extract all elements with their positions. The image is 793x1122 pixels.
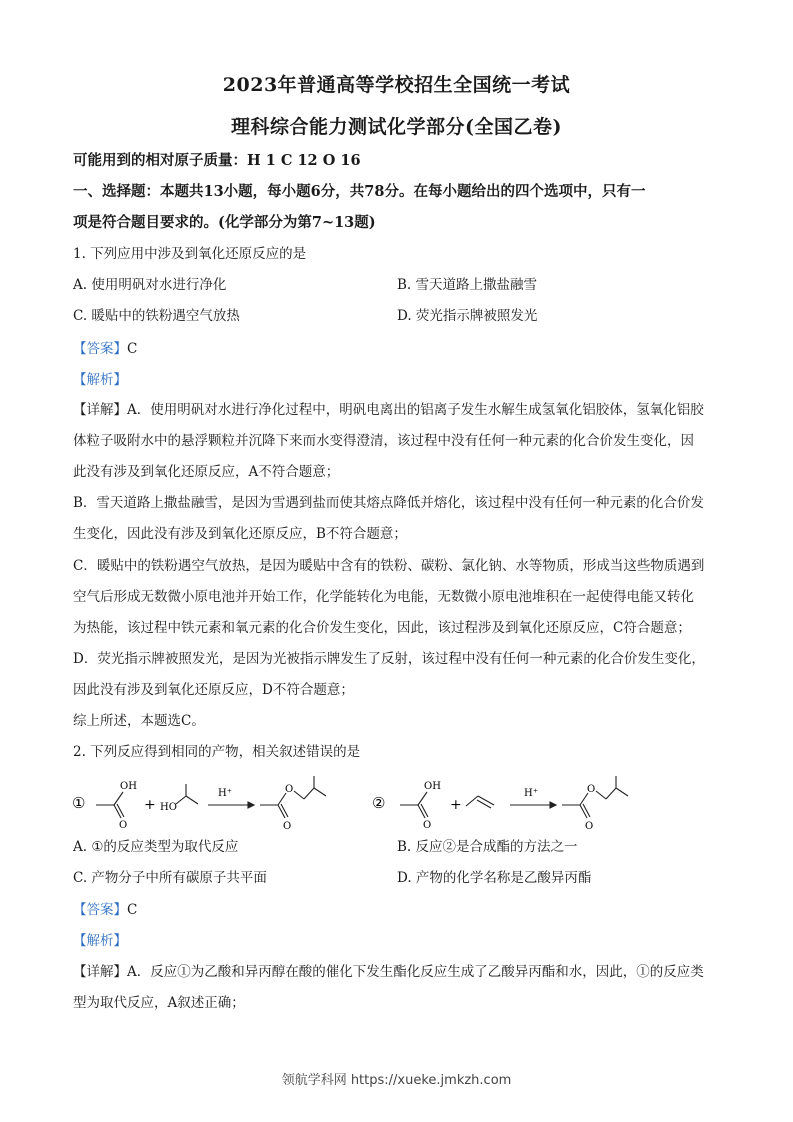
q1-detail-line: 为热能，该过程中铁元素和氧元素的化合价发生变化，因此，该过程涉及到氧化还原反应，C符合题意； — [73, 620, 691, 636]
exam-subtitle: 理科综合能力测试化学部分(全国乙卷) — [231, 116, 562, 138]
q1-detail-line: 【详解】A．使用明矾对水进行净化过程中，明矾电离出的铝离子发生水解生成氢氧化铝胶体，氢氧化铝胶 — [73, 402, 704, 418]
plus-sign: + — [450, 797, 462, 813]
answer-value: C — [127, 341, 138, 357]
q1-option-b: B. 雪天道路上撒盐融雪 — [397, 277, 538, 293]
reaction-arrow — [208, 802, 254, 808]
isopropanol-ho-label: HO — [160, 802, 177, 813]
catalyst-label: H⁺ — [524, 788, 538, 799]
q2-detail-line: 型为取代反应，A叙述正确； — [73, 995, 245, 1011]
q1-analysis-tag: 【解析】 — [73, 372, 127, 388]
reaction-label: ② — [372, 794, 386, 812]
acetic-acid-structure — [96, 792, 124, 818]
answer-value: C — [127, 902, 138, 918]
hydroxyl-label: OH — [120, 781, 137, 792]
ester-carbonyl-label: O — [585, 821, 594, 832]
q2-detail-line: 【详解】A．反应①为乙酸和异丙醇在酸的催化下发生酯化反应生成了乙酸异丙酯和水，因此，①的反应类 — [73, 964, 704, 980]
reaction-1-scheme — [70, 772, 370, 834]
atomic-masses: 可能用到的相对原子质量：H 1 C 12 O 16 — [73, 152, 361, 169]
q1-detail-line: D．荧光指示牌被照发光，是因为光被指示牌发生了反射，该过程中没有任何一种元素的化合价发生变化， — [73, 651, 705, 667]
q1-answer — [73, 339, 723, 359]
carbonyl-oxygen-label: O — [119, 820, 128, 831]
q1-detail-line: B．雪天道路上撒盐融雪，是因为雪遇到盐而使其熔点降低并熔化，该过程中没有任何一种元素的化合价发 — [73, 495, 704, 511]
q2-answer — [73, 900, 723, 920]
answer-tag: 【答案】 — [73, 341, 127, 357]
q1-option-c: C. 暖贴中的铁粉遇空气放热 — [73, 308, 240, 324]
q1-detail-line: 生变化，因此没有涉及到氧化还原反应，B不符合题意； — [73, 526, 407, 542]
reaction-label: ① — [72, 794, 86, 812]
isopropanol-structure — [176, 784, 198, 804]
ester-product-structure — [260, 776, 326, 818]
q1-option-a: A. 使用明矾对水进行净化 — [73, 277, 227, 293]
q1-conclusion: 综上所述，本题选C。 — [73, 713, 205, 729]
ester-oxygen-label: O — [285, 784, 294, 795]
reaction-2-scheme — [370, 772, 670, 834]
answer-tag: 【答案】 — [73, 902, 127, 918]
exam-title: 2023年普通高等学校招生全国统一考试 — [222, 74, 571, 96]
reaction-1-svg — [70, 772, 370, 834]
reaction-arrow — [510, 802, 556, 808]
q1-stem: 1. 下列应用中涉及到氧化还原反应的是 — [73, 246, 307, 262]
section-heading-line1: 一、选择题：本题共13小题，每小题6分，共78分。在每小题给出的四个选项中，只有一 — [73, 183, 646, 200]
q1-detail-line: 因此没有涉及到氧化还原反应，D不符合题意； — [73, 682, 354, 698]
q2-stem: 2. 下列反应得到相同的产物，相关叙述错误的是 — [73, 744, 361, 760]
q1-detail-line: 此没有涉及到氧化还原反应，A不符合题意； — [73, 464, 340, 480]
reaction-2-svg — [370, 772, 670, 834]
q2-option-b: B. 反应②是合成酯的方法之一 — [397, 839, 578, 855]
q1-detail-line: C．暖贴中的铁粉遇空气放热，是因为暖贴中含有的铁粉、碳粉、氯化钠、水等物质，形成当这些物质遇到 — [73, 558, 705, 574]
ester-product-structure — [562, 776, 628, 818]
ester-carbonyl-label: O — [283, 821, 292, 832]
propene-structure — [466, 796, 494, 808]
section-heading-line2: 项是符合题目要求的。(化学部分为第7~13题) — [73, 214, 376, 231]
q2-option-d: D. 产物的化学名称是乙酸异丙酯 — [397, 870, 592, 886]
q1-detail-line: 体粒子吸附水中的悬浮颗粒并沉降下来而水变得澄清，该过程中没有任何一种元素的化合价发生变化，因 — [73, 433, 694, 449]
q1-detail-line: 空气后形成无数微小原电池并开始工作，化学能转化为电能，无数微小原电池堆积在一起使得电能又转化 — [73, 589, 694, 605]
hydroxyl-label: OH — [424, 781, 441, 792]
acetic-acid-structure — [400, 792, 428, 818]
q2-option-c: C. 产物分子中所有碳原子共平面 — [73, 870, 267, 886]
q1-option-d: D. 荧光指示牌被照发光 — [397, 308, 538, 324]
carbonyl-oxygen-label: O — [423, 820, 432, 831]
q2-analysis-tag: 【解析】 — [73, 933, 127, 949]
ester-oxygen-label: O — [587, 784, 596, 795]
plus-sign: + — [144, 797, 156, 813]
site-footer-watermark: 领航学科网 https://xueke.jmkzh.com — [281, 1073, 512, 1088]
q2-option-a: A. ①的反应类型为取代反应 — [73, 839, 239, 855]
catalyst-label: H⁺ — [218, 788, 232, 799]
